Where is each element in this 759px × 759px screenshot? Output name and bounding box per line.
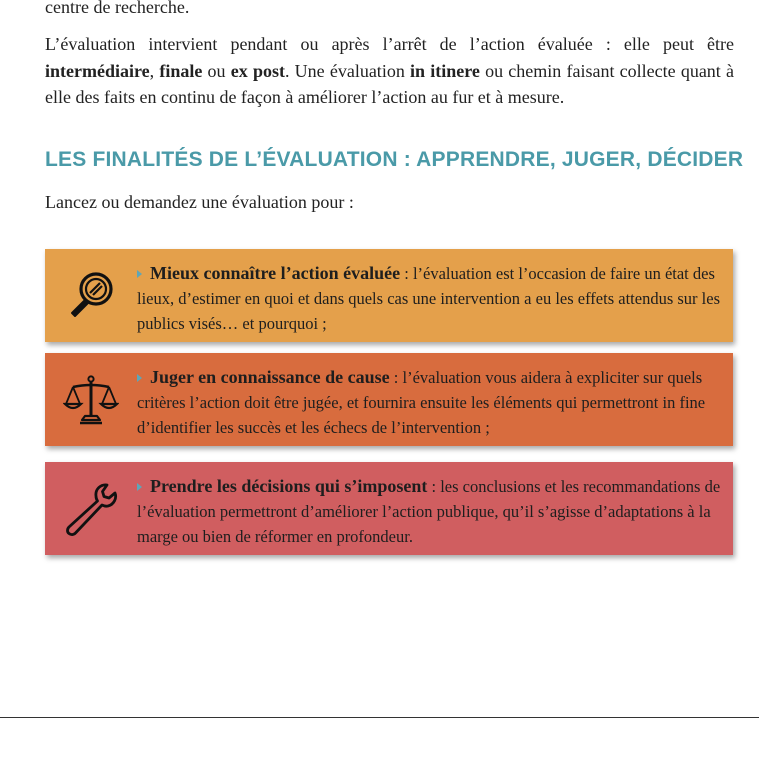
term-finale: finale	[159, 60, 203, 81]
goal-box-judge-body: : l’évaluation vous aidera à expliciter sur quels critères l’action doit être jugée, et fournira ensuite les éléments qui permettront in fine d’identifier les succès et les échecs de l’intervention ;	[137, 368, 706, 437]
goal-box-learn	[45, 249, 733, 342]
magnifier-icon	[63, 268, 119, 324]
goal-box-judge-title: Juger en connaissance de cause	[150, 367, 390, 387]
intro-sentence: Lancez ou demandez une évaluation pour :	[45, 192, 354, 212]
goal-box-decide-text	[137, 474, 727, 549]
term-in-itinere: in itinere	[410, 60, 480, 81]
timing-separator-1: ,	[149, 60, 160, 81]
goal-box-learn-body: : l’évaluation est l’occasion de faire un état des lieux, d’estimer en quoi et dans quels cas une intervention a eu les effets attendus sur les publics visés… et pourquoi ;	[137, 264, 720, 333]
timing-text-part2: . Une évaluation	[284, 60, 411, 81]
timing-text-part3: ou chemin faisant collecte quant à elle des faits en continu de façon à améliorer l’action au fur et à mesure.	[45, 60, 734, 107]
goal-box-judge	[45, 353, 733, 446]
page-footer-divider	[0, 717, 759, 718]
section-heading: LES FINALITÉS DE L’ÉVALUATION : APPRENDRE, JUGER, DÉCIDER	[45, 148, 744, 171]
goal-box-learn-title: Mieux connaître l’action évaluée	[150, 263, 401, 283]
goal-box-decide	[45, 462, 733, 555]
evaluation-timing-paragraph	[45, 31, 734, 111]
goal-box-decide-body: : les conclusions et les recommandations de l’évaluation permettront d’améliorer l’action publique, qu’il s’agisse d’adaptations à la marge ou bien de réformer en profondeur.	[137, 477, 721, 546]
goal-box-learn-text	[137, 261, 727, 336]
wrench-icon	[63, 481, 119, 537]
scales-icon	[63, 372, 119, 428]
bullet-triangle-icon	[137, 270, 142, 278]
goal-box-decide-title: Prendre les décisions qui s’imposent	[150, 476, 428, 496]
timing-text-part1: L’évaluation intervient pendant ou après l’arrêt de l’action évaluée : elle peut être	[45, 34, 734, 54]
term-ex-post: ex post	[230, 60, 285, 81]
bullet-triangle-icon	[137, 374, 142, 382]
previous-paragraph-tail: centre de recherche.	[45, 0, 190, 17]
goal-box-judge-text	[137, 365, 727, 440]
timing-separator-2: ou	[202, 60, 231, 81]
term-intermediaire: intermédiaire	[45, 60, 150, 81]
bullet-triangle-icon	[137, 483, 142, 491]
